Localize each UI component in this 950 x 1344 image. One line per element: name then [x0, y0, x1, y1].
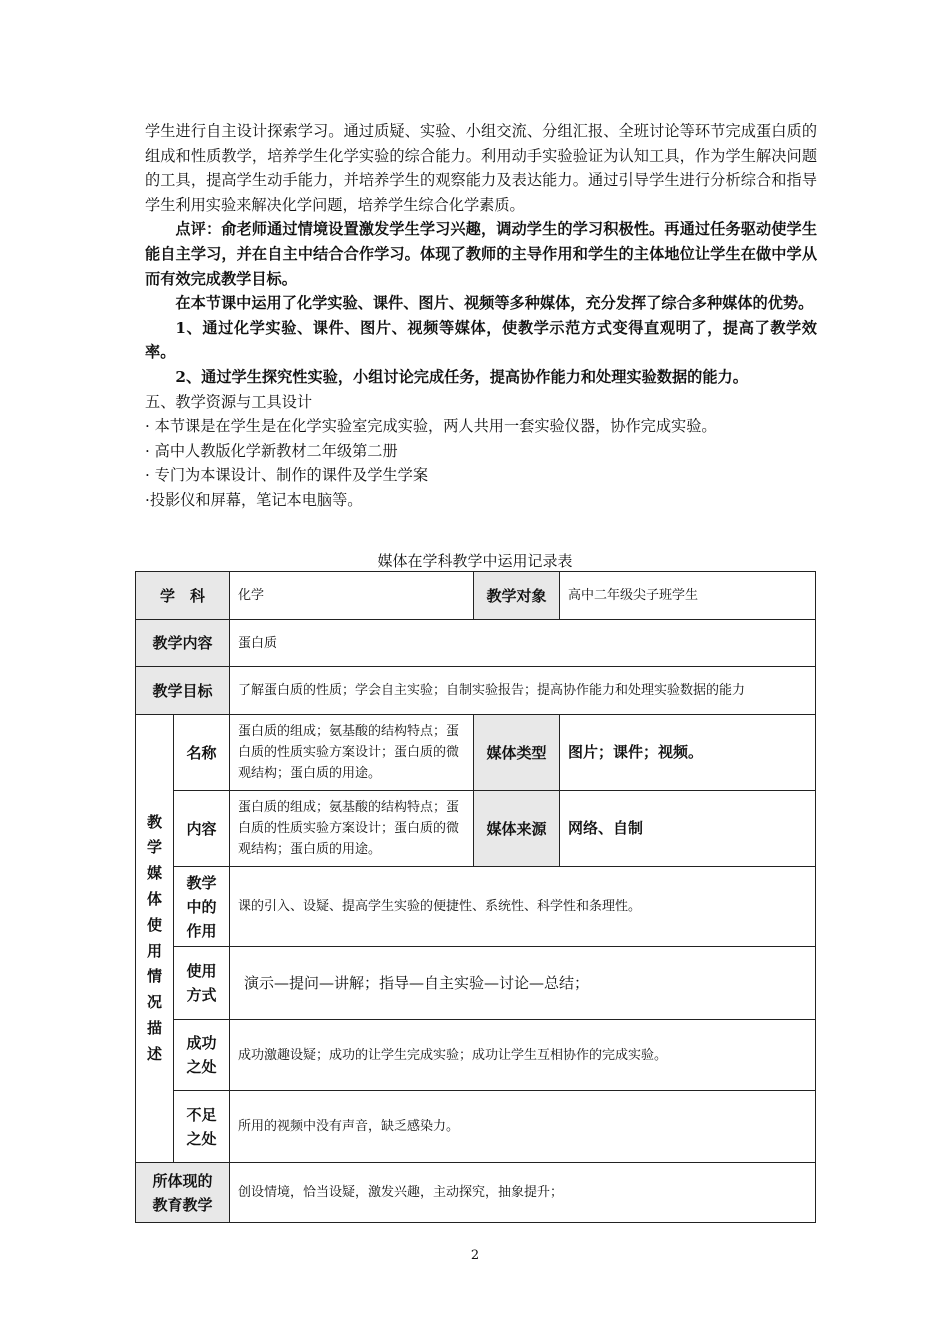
table-row	[136, 1020, 816, 1091]
media-source-label: 媒体来源	[474, 791, 560, 867]
usage-label: 使用 方式	[174, 947, 230, 1020]
table-row	[136, 947, 816, 1020]
success-value: 成功激趣设疑；成功的让学生完成实验；成功让学生互相协作的完成实验。	[230, 1020, 816, 1091]
paragraph-media-summary: 在本节课中运用了化学实验、课件、图片、视频等多种媒体，充分发挥了综合多种媒体的优势。	[175, 294, 814, 313]
subject-label: 学 科	[136, 572, 230, 620]
media-usage-section-label: 教 学 媒 体 使 用 情 况 描 述	[136, 715, 174, 1163]
paragraph-review: 点评：俞老师通过情境设置激发学生学习兴趣，调动学生的学习积极性。再通过任务驱动使学生能自主学习，并在自主中结合合作学习。体现了教师的主导作用和学生的主体地位让学生在做中学从而有效完成教学目标。	[145, 220, 817, 288]
role-value: 课的引入、设疑、提高学生实验的便捷性、系统性、科学性和条理性。	[230, 867, 816, 947]
paragraph-intro: 学生进行自主设计探索学习。通过质疑、实验、小组交流、分组汇报、全班讨论等环节完成蛋白质的组成和性质教学，培养学生化学实验的综合能力。利用动手实验验证为认知工具，作为学生解决问题的工具，提高学生动手能力，并培养学生的观察能力及表达能力。通过引导学生进行分析综合和指导学生利用实验来解决化学问题，培养学生综合化学素质。	[145, 122, 817, 214]
reflect-value: 创设情境，恰当设疑，激发兴趣，主动探究，抽象提升；	[230, 1163, 816, 1223]
shortfall-value: 所用的视频中没有声音，缺乏感染力。	[230, 1091, 816, 1163]
table-row	[136, 572, 816, 620]
table-row	[136, 1163, 816, 1223]
table-row	[136, 1091, 816, 1163]
media-record-table	[135, 571, 816, 1223]
shortfall-label: 不足 之处	[174, 1091, 230, 1163]
media-type-label: 媒体类型	[474, 715, 560, 791]
table-row	[136, 867, 816, 947]
role-label: 教学 中的 作用	[174, 867, 230, 947]
media-type-value: 图片；课件；视频。	[560, 715, 816, 791]
table-row	[136, 715, 816, 791]
goal-value: 了解蛋白质的性质；学会自主实验；自制实验报告；提高协作能力和处理实验数据的能力	[230, 667, 816, 715]
inner-content-label: 内容	[174, 791, 230, 867]
media-source-value: 网络、自制	[560, 791, 816, 867]
bullet-item: · 专门为本课设计、制作的课件及学生学案	[145, 466, 429, 485]
name-label: 名称	[174, 715, 230, 791]
table-caption: 媒体在学科教学中运用记录表	[377, 552, 573, 570]
reflect-label: 所体现的 教育教学	[136, 1163, 230, 1223]
name-value: 蛋白质的组成；氨基酸的结构特点；蛋白质的性质实验方案设计；蛋白质的微观结构；蛋白质的用途。	[230, 715, 474, 791]
table-row	[136, 620, 816, 667]
paragraph-point-2: 2、通过学生探究性实验，小组讨论完成任务，提高协作能力和处理实验数据的能力。	[175, 367, 748, 386]
subject-value: 化学	[230, 572, 474, 620]
table-row	[136, 791, 816, 867]
success-label: 成功 之处	[174, 1020, 230, 1091]
usage-value: 演示—提问—讲解；指导—自主实验—讨论—总结；	[230, 947, 816, 1020]
table-row	[136, 667, 816, 715]
target-value: 高中二年级尖子班学生	[560, 572, 816, 620]
bullet-item: · 高中人教版化学新教材二年级第二册	[145, 441, 398, 460]
content-value: 蛋白质	[230, 620, 816, 667]
content-label: 教学内容	[136, 620, 230, 667]
section-heading: 五、教学资源与工具设计	[145, 392, 313, 411]
paragraph-point-1: 1、通过化学实验、课件、图片、视频等媒体，使教学示范方式变得直观明了，提高了教学效率。	[145, 318, 817, 362]
bullet-item: · 本节课是在学生是在化学实验室完成实验，两人共用一套实验仪器，协作完成实验。	[145, 417, 717, 436]
inner-content-value: 蛋白质的组成；氨基酸的结构特点；蛋白质的性质实验方案设计；蛋白质的微观结构；蛋白质的用途。	[230, 791, 474, 867]
page-number: 2	[470, 1248, 480, 1263]
target-label: 教学对象	[474, 572, 560, 620]
goal-label: 教学目标	[136, 667, 230, 715]
bullet-item: ·投影仪和屏幕，笔记本电脑等。	[145, 490, 363, 509]
body-text	[145, 119, 817, 513]
